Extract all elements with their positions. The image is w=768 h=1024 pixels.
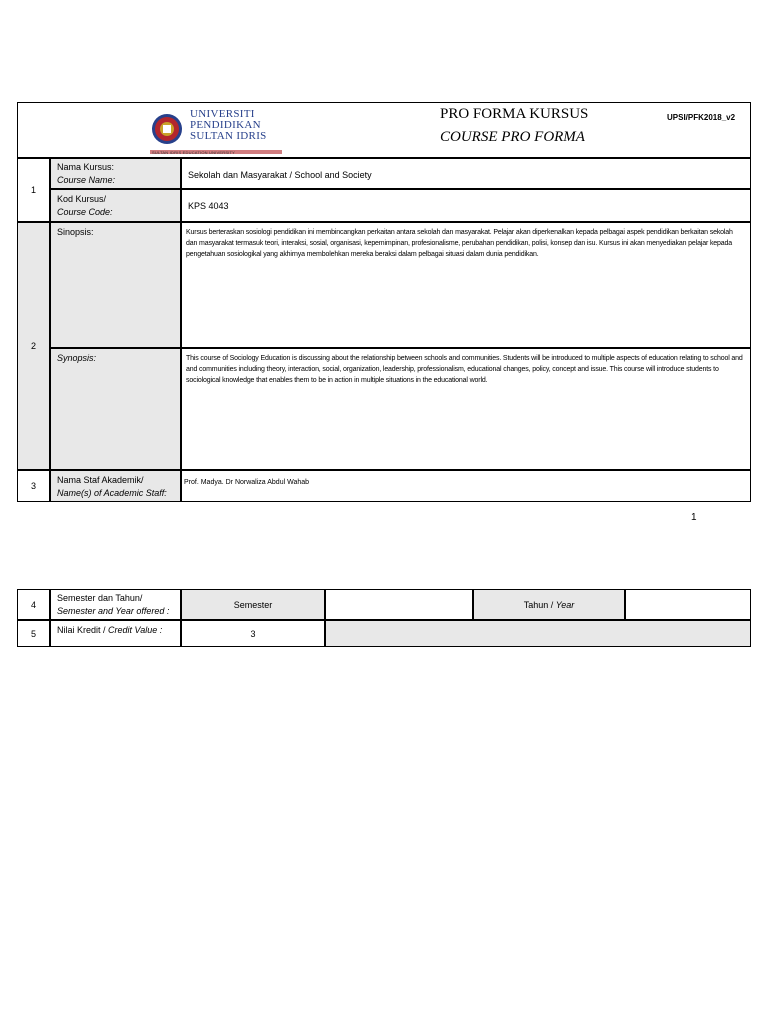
row-number: 5	[17, 620, 50, 647]
staff-value: Prof. Madya. Dr Norwaliza Abdul Wahab	[184, 479, 310, 486]
page-number: 1	[691, 512, 697, 523]
credit-label-cell	[50, 620, 181, 647]
course-name-label-cell	[50, 158, 181, 189]
credit-label: Nilai Kredit /	[57, 625, 106, 635]
university-logo	[150, 106, 290, 156]
sinopsis-label: Sinopsis:	[57, 227, 94, 237]
page-title: PRO FORMA KURSUS	[440, 106, 589, 122]
row-number: 1	[17, 158, 50, 222]
course-name-label-en: Course Name:	[57, 175, 116, 185]
logo-motto: SULTAN IDRIS EDUCATION UNIVERSITY	[152, 150, 236, 155]
page-subtitle: COURSE PRO FORMA	[440, 129, 585, 145]
synopsis-text-cell	[181, 348, 751, 470]
row-number: 2	[17, 222, 50, 470]
semester-label-cell	[50, 589, 181, 620]
course-code-value: KPS 4043	[188, 201, 229, 211]
header-row	[17, 102, 751, 158]
course-name-label: Nama Kursus:	[57, 162, 115, 172]
sinopsis-text: Kursus berteraskan sosiologi pendidikan ini membincangkan perkaitan antara sekolah dan masyarakat. Pelajar akan diperkenalkan kepada pelbagai aspek pendidikan berkaitan sekolah dan masyarakat termasuk teori, interaksi, sosial, organisasi, kepemimpinan, profesionalisme, perubahan pendidikan, polisi, konsep dan isu. Kursus ini akan menyediakan pelajar kepada pengetahuan sosiologikal yang akhirnya membolehkan mereka beraksi dalam pelbagai situasi dalam dunia pendidikan.	[186, 229, 733, 258]
staff-value-cell	[181, 470, 751, 502]
course-name-value: Sekolah dan Masyarakat / School and Society	[188, 170, 372, 180]
course-code-label-cell	[50, 189, 181, 222]
logo-line-1: UNIVERSITI	[190, 108, 255, 120]
course-name-value-cell	[181, 158, 751, 189]
logo-line-3: SULTAN IDRIS	[190, 130, 267, 142]
staff-label: Nama Staf Akademik/	[57, 475, 144, 485]
year-header-cell	[473, 589, 625, 620]
logo-line-2: PENDIDIKAN	[190, 119, 261, 131]
course-code-label: Kod Kursus/	[57, 194, 107, 204]
row-number: 3	[17, 470, 50, 502]
semester-header-cell	[181, 589, 325, 620]
credit-filler-cell	[325, 620, 751, 647]
synopsis-text: This course of Sociology Education is discussing about the relationship between schools and communities. Students will be introduced to multiple aspects of education relating to school and and communities including theory, interaction, social, organization, leadership, professionalism, educational changes, policy, concept and issue. This course will introduce students to sociological knowledge that enables them to be in action in multiple situations in the educational world.	[186, 355, 743, 384]
synopsis-label: Synopsis:	[57, 353, 97, 363]
credit-label-en: Credit Value :	[108, 625, 163, 635]
year-value-cell	[625, 589, 751, 620]
course-code-label-en: Course Code:	[57, 207, 113, 217]
credit-value: 3	[250, 628, 256, 639]
form-code: UPSI/PFK2018_v2	[667, 113, 736, 122]
row-number: 4	[17, 589, 50, 620]
course-code-value-cell	[181, 189, 751, 222]
semester-label-en: Semester and Year offered :	[57, 606, 170, 616]
semester-label: Semester dan Tahun/	[57, 593, 143, 603]
staff-label-cell	[50, 470, 181, 502]
year-header-en: Year	[555, 599, 575, 610]
year-header-malay: Tahun /	[523, 599, 554, 610]
sinopsis-text-cell	[181, 222, 751, 348]
synopsis-label-cell	[50, 348, 181, 470]
credit-value-cell	[181, 620, 325, 647]
semester-value-cell	[325, 589, 473, 620]
semester-header: Semester	[233, 599, 273, 610]
sinopsis-label-cell	[50, 222, 181, 348]
staff-label-en: Name(s) of Academic Staff:	[57, 488, 167, 498]
